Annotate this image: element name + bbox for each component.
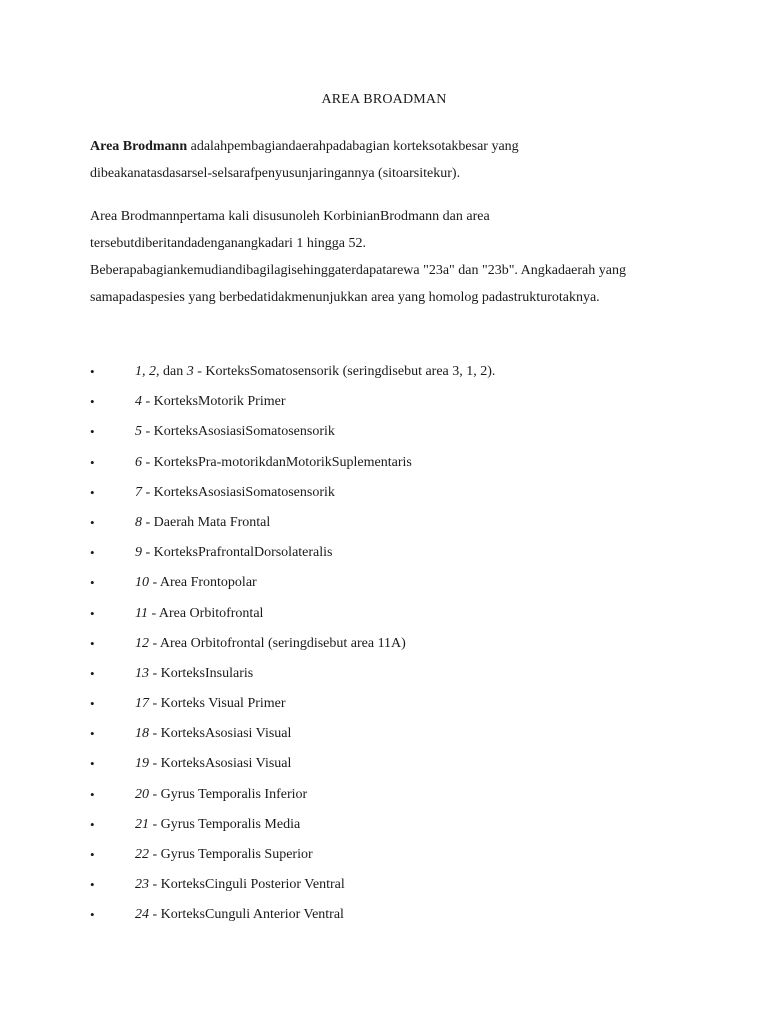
area-description: - KorteksCunguli Anterior Ventral bbox=[149, 907, 344, 923]
area-number: 13 bbox=[135, 665, 149, 681]
bullet-icon: • bbox=[90, 394, 95, 410]
list-item bbox=[0, 417, 768, 447]
list-item-text bbox=[135, 719, 291, 749]
list-item-text bbox=[135, 478, 335, 508]
area-number: 20 bbox=[135, 786, 149, 802]
intro-line-1-rest: adalahpembagiandaerahpadabagian korteksotakbesar yang bbox=[187, 139, 519, 154]
area-number: 9 bbox=[135, 545, 142, 561]
list-item-text bbox=[135, 689, 286, 719]
bullet-icon: • bbox=[90, 726, 95, 742]
list-item bbox=[0, 568, 768, 598]
area-description: - Area Orbitofrontal bbox=[147, 605, 264, 621]
intro-bold-term: Area Brodmann bbox=[90, 139, 188, 154]
list-item-text bbox=[135, 417, 335, 447]
list-item-text bbox=[135, 568, 257, 598]
area-number: 12 bbox=[135, 635, 149, 651]
bullet-icon: • bbox=[90, 424, 95, 440]
area-separator: dan bbox=[159, 364, 187, 379]
bullet-icon: • bbox=[90, 635, 95, 651]
list-item-text bbox=[135, 629, 406, 659]
list-item bbox=[0, 659, 768, 689]
area-description: - Area Orbitofrontal (seringdisebut area 11A) bbox=[149, 635, 406, 651]
list-item bbox=[0, 508, 768, 538]
area-description: - Gyrus Temporalis Superior bbox=[149, 847, 313, 862]
area-number: 5 bbox=[135, 424, 142, 440]
area-description: - Area Frontopolar bbox=[149, 575, 257, 591]
bullet-icon: • bbox=[90, 665, 95, 681]
area-number: 24 bbox=[135, 907, 149, 923]
list-item-text bbox=[135, 357, 495, 387]
list-item bbox=[0, 387, 768, 417]
list-item-text bbox=[135, 749, 291, 779]
list-item bbox=[0, 629, 768, 659]
list-item bbox=[0, 900, 768, 930]
area-description: - KorteksInsularis bbox=[149, 665, 254, 681]
area-description: - KorteksMotorik Primer bbox=[142, 394, 286, 410]
area-description: - Gyrus Temporalis Inferior bbox=[149, 786, 308, 802]
area-description: - KorteksCinguli Posterior Ventral bbox=[149, 877, 345, 893]
area-description: - KorteksAsosiasiSomatosensorik bbox=[142, 424, 335, 440]
area-number: 8 bbox=[135, 514, 142, 530]
area-number: 19 bbox=[135, 756, 149, 772]
area-number: 4 bbox=[135, 394, 142, 410]
area-description: - KorteksAsosiasiSomatosensorik bbox=[142, 484, 335, 500]
area-number-2: 3 bbox=[186, 364, 194, 379]
list-item-text bbox=[135, 387, 285, 417]
bullet-icon: • bbox=[90, 877, 95, 893]
bullet-icon: • bbox=[90, 575, 95, 591]
list-item-text bbox=[135, 810, 300, 840]
list-item-text bbox=[135, 840, 313, 870]
history-line-3: Beberapabagiankemudiandibagilagisehinggaterdapatarewa "23a" dan "23b". Angkadaerah yang bbox=[90, 263, 626, 278]
list-item-text bbox=[135, 448, 412, 478]
bullet-icon: • bbox=[90, 696, 95, 712]
list-item bbox=[0, 840, 768, 870]
area-number: 18 bbox=[135, 726, 149, 742]
bullet-icon: • bbox=[90, 484, 95, 500]
list-item bbox=[0, 448, 768, 478]
area-description: - Daerah Mata Frontal bbox=[142, 514, 271, 530]
intro-line-1 bbox=[90, 133, 690, 160]
list-item-text bbox=[135, 780, 307, 810]
bullet-icon: • bbox=[90, 605, 95, 621]
list-item-text bbox=[135, 508, 270, 538]
area-description: - KorteksPrafrontalDorsolateralis bbox=[142, 545, 333, 561]
history-line-1: Area Brodmannpertama kali disusunoleh KorbinianBrodmann dan area bbox=[90, 209, 490, 224]
list-item bbox=[0, 719, 768, 749]
bullet-icon: • bbox=[90, 907, 95, 923]
area-description: - KorteksAsosiasi Visual bbox=[149, 726, 292, 742]
history-line-4: samapadaspesies yang berbedatidakmenunjukkan area yang homolog padastrukturotaknya. bbox=[90, 290, 600, 305]
brodmann-area-list bbox=[0, 357, 768, 931]
list-item bbox=[0, 689, 768, 719]
list-item-text bbox=[135, 599, 263, 629]
area-number: 1, 2, bbox=[135, 364, 160, 379]
bullet-icon: • bbox=[90, 364, 95, 379]
list-item bbox=[0, 357, 768, 387]
area-description: - KorteksAsosiasi Visual bbox=[149, 756, 292, 772]
area-number: 21 bbox=[135, 816, 149, 832]
list-item bbox=[0, 810, 768, 840]
area-number: 23 bbox=[135, 877, 149, 893]
list-item bbox=[0, 599, 768, 629]
area-number: 10 bbox=[135, 575, 149, 591]
list-item-text bbox=[135, 538, 333, 568]
bullet-icon: • bbox=[90, 545, 95, 561]
list-item-text bbox=[135, 870, 345, 900]
bullet-icon: • bbox=[90, 454, 95, 470]
list-item bbox=[0, 870, 768, 900]
bullet-icon: • bbox=[90, 847, 95, 862]
area-description: - KorteksSomatosensorik (seringdisebut area 3, 1, 2). bbox=[193, 364, 496, 379]
document-title: AREA BROADMAN bbox=[321, 92, 447, 107]
area-number: 6 bbox=[135, 454, 142, 470]
intro-line-2: dibeakanatasdasarsel-selsarafpenyusunjaringannya (sitoarsitekur). bbox=[90, 166, 461, 181]
area-number: 11 bbox=[135, 605, 148, 621]
list-item bbox=[0, 538, 768, 568]
area-description: - Korteks Visual Primer bbox=[149, 696, 286, 712]
history-line-2: tersebutdiberitandadenganangkadari 1 hingga 52. bbox=[90, 236, 367, 251]
area-number: 17 bbox=[135, 696, 149, 712]
bullet-icon: • bbox=[90, 816, 95, 832]
list-item bbox=[0, 749, 768, 779]
area-description: - KorteksPra-motorikdanMotorikSuplementaris bbox=[142, 454, 412, 470]
bullet-icon: • bbox=[90, 756, 95, 772]
area-number: 22 bbox=[135, 847, 149, 862]
list-item-text bbox=[135, 659, 253, 689]
list-item bbox=[0, 478, 768, 508]
intro-paragraph bbox=[90, 133, 690, 187]
list-item bbox=[0, 780, 768, 810]
list-item-text bbox=[135, 900, 344, 930]
bullet-icon: • bbox=[90, 786, 95, 802]
history-paragraph bbox=[90, 203, 690, 311]
bullet-icon: • bbox=[90, 514, 95, 530]
area-number: 7 bbox=[135, 484, 142, 500]
area-description: - Gyrus Temporalis Media bbox=[149, 816, 301, 832]
